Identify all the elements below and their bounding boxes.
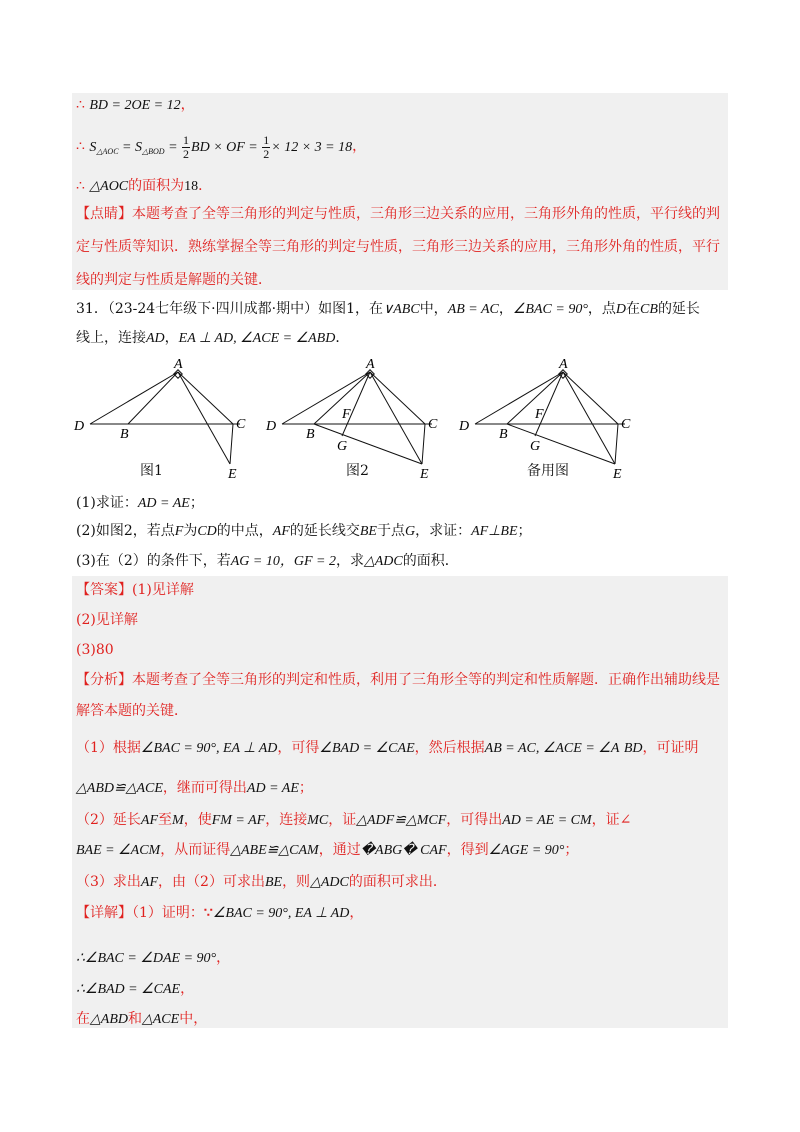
block1-line2: ∴ $S_{\triangle AOC} = S_{\triangle BOD}$ = $\frac{1}{2}$ BD × OF = $\frac{1}{2}$ × 12 × 3 = 18， [76,133,367,161]
comment-line-3: 线的判定与性质是解题的关键． [76,272,272,288]
label-G: G [530,439,541,454]
label-A: A [366,357,375,372]
problem-line-1: 31．（23-24七年级下·四川成都·期中）如图1，在∨ABC中，AB = AC，∠BAC = 90°，点D在CB的延长 [76,301,700,317]
comment-line-2: 定与性质等知识．熟练掌握全等三角形的判定与性质，三角形三边关系的应用，三角形外角的性质，平行 [76,239,720,255]
label-C: C [428,417,438,432]
analysis-point-1-cont: △ABD≌△ACE，继而可得出AD = AE； [76,780,313,796]
analysis-point-2-cont: BAE = ∠ACM，从而证得△ABE≌△CAM，通过�ABG� CAF，得到∠AGE = 90°； [76,842,579,858]
figure-2-caption: 图2 [346,463,369,479]
figure-spare-caption: 备用图 [527,463,569,479]
subquestion-2: (2)如图2，若点F为CD的中点，AF的延长线交BE于点G，求证：AF⊥BE； [76,523,532,539]
label-G: G [337,439,348,454]
detail-line-1: 【详解】（1）证明：∵∠BAC = 90°, EA ⊥ AD， [76,905,364,921]
detail-line-2: ∴∠BAC = ∠DAE = 90°， [76,950,231,966]
label-B: B [306,427,315,442]
label-F: F [342,407,351,422]
label-B: B [499,427,508,442]
label-E: E [613,467,622,481]
label-B: B [120,427,129,442]
answer-2: (2)见详解 [76,612,138,628]
analysis-line-2: 解答本题的关键． [76,703,188,719]
label-F: F [535,407,544,422]
label-C: C [621,417,631,432]
figure-1-caption: 图1 [140,463,163,479]
label-E: E [420,467,429,481]
comment-line-1: 【点睛】本题考查了全等三角形的判定与性质，三角形三边关系的应用，三角形外角的性质，平行线的判 [76,206,720,222]
label-A: A [559,357,568,372]
label-A: A [174,357,183,372]
label-D: D [459,419,470,434]
label-E: E [228,467,237,481]
analysis-point-3: （3）求出AF，由（2）可求出BE，则△ADC的面积可求出． [76,874,447,890]
block1-line3: ∴ △AOC的面积为18． [76,178,213,194]
problem-line-2: 线上，连接AD，EA ⊥ AD, ∠ACE = ∠ABD． [76,330,350,346]
detail-line-3: ∴∠BAD = ∠CAE， [76,981,195,997]
answer-1: 【答案】(1)见详解 [76,582,194,598]
detail-line-4: 在△ABD和△ACE中， [76,1011,208,1027]
label-C: C [236,417,246,432]
answer-3: (3)80 [76,642,114,658]
subquestion-3: (3)在（2）的条件下，若AG = 10，GF = 2，求△ADC的面积． [76,553,459,569]
label-D: D [74,419,85,434]
figure-1 [70,356,260,481]
block1-line1: ∴ BD = 2OE = 12， [76,97,195,113]
subquestion-1: (1)求证：AD = AE； [76,495,204,511]
analysis-line-1: 【分析】本题考查了全等三角形的判定和性质，利用了三角形全等的判定和性质解题．正确作出辅助线是 [76,672,720,688]
analysis-point-2: （2）延长AF至M，使FM = AF，连接MC，证△ADF≌△MCF，可得出AD = AE = CM，证∠ [76,812,632,828]
analysis-point-1: （1）根据∠BAC = 90°, EA ⊥ AD，可得∠BAD = ∠CAE，然后根据AB = AC, ∠ACE = ∠A BD，可证明 [76,740,699,756]
label-D: D [266,419,277,434]
